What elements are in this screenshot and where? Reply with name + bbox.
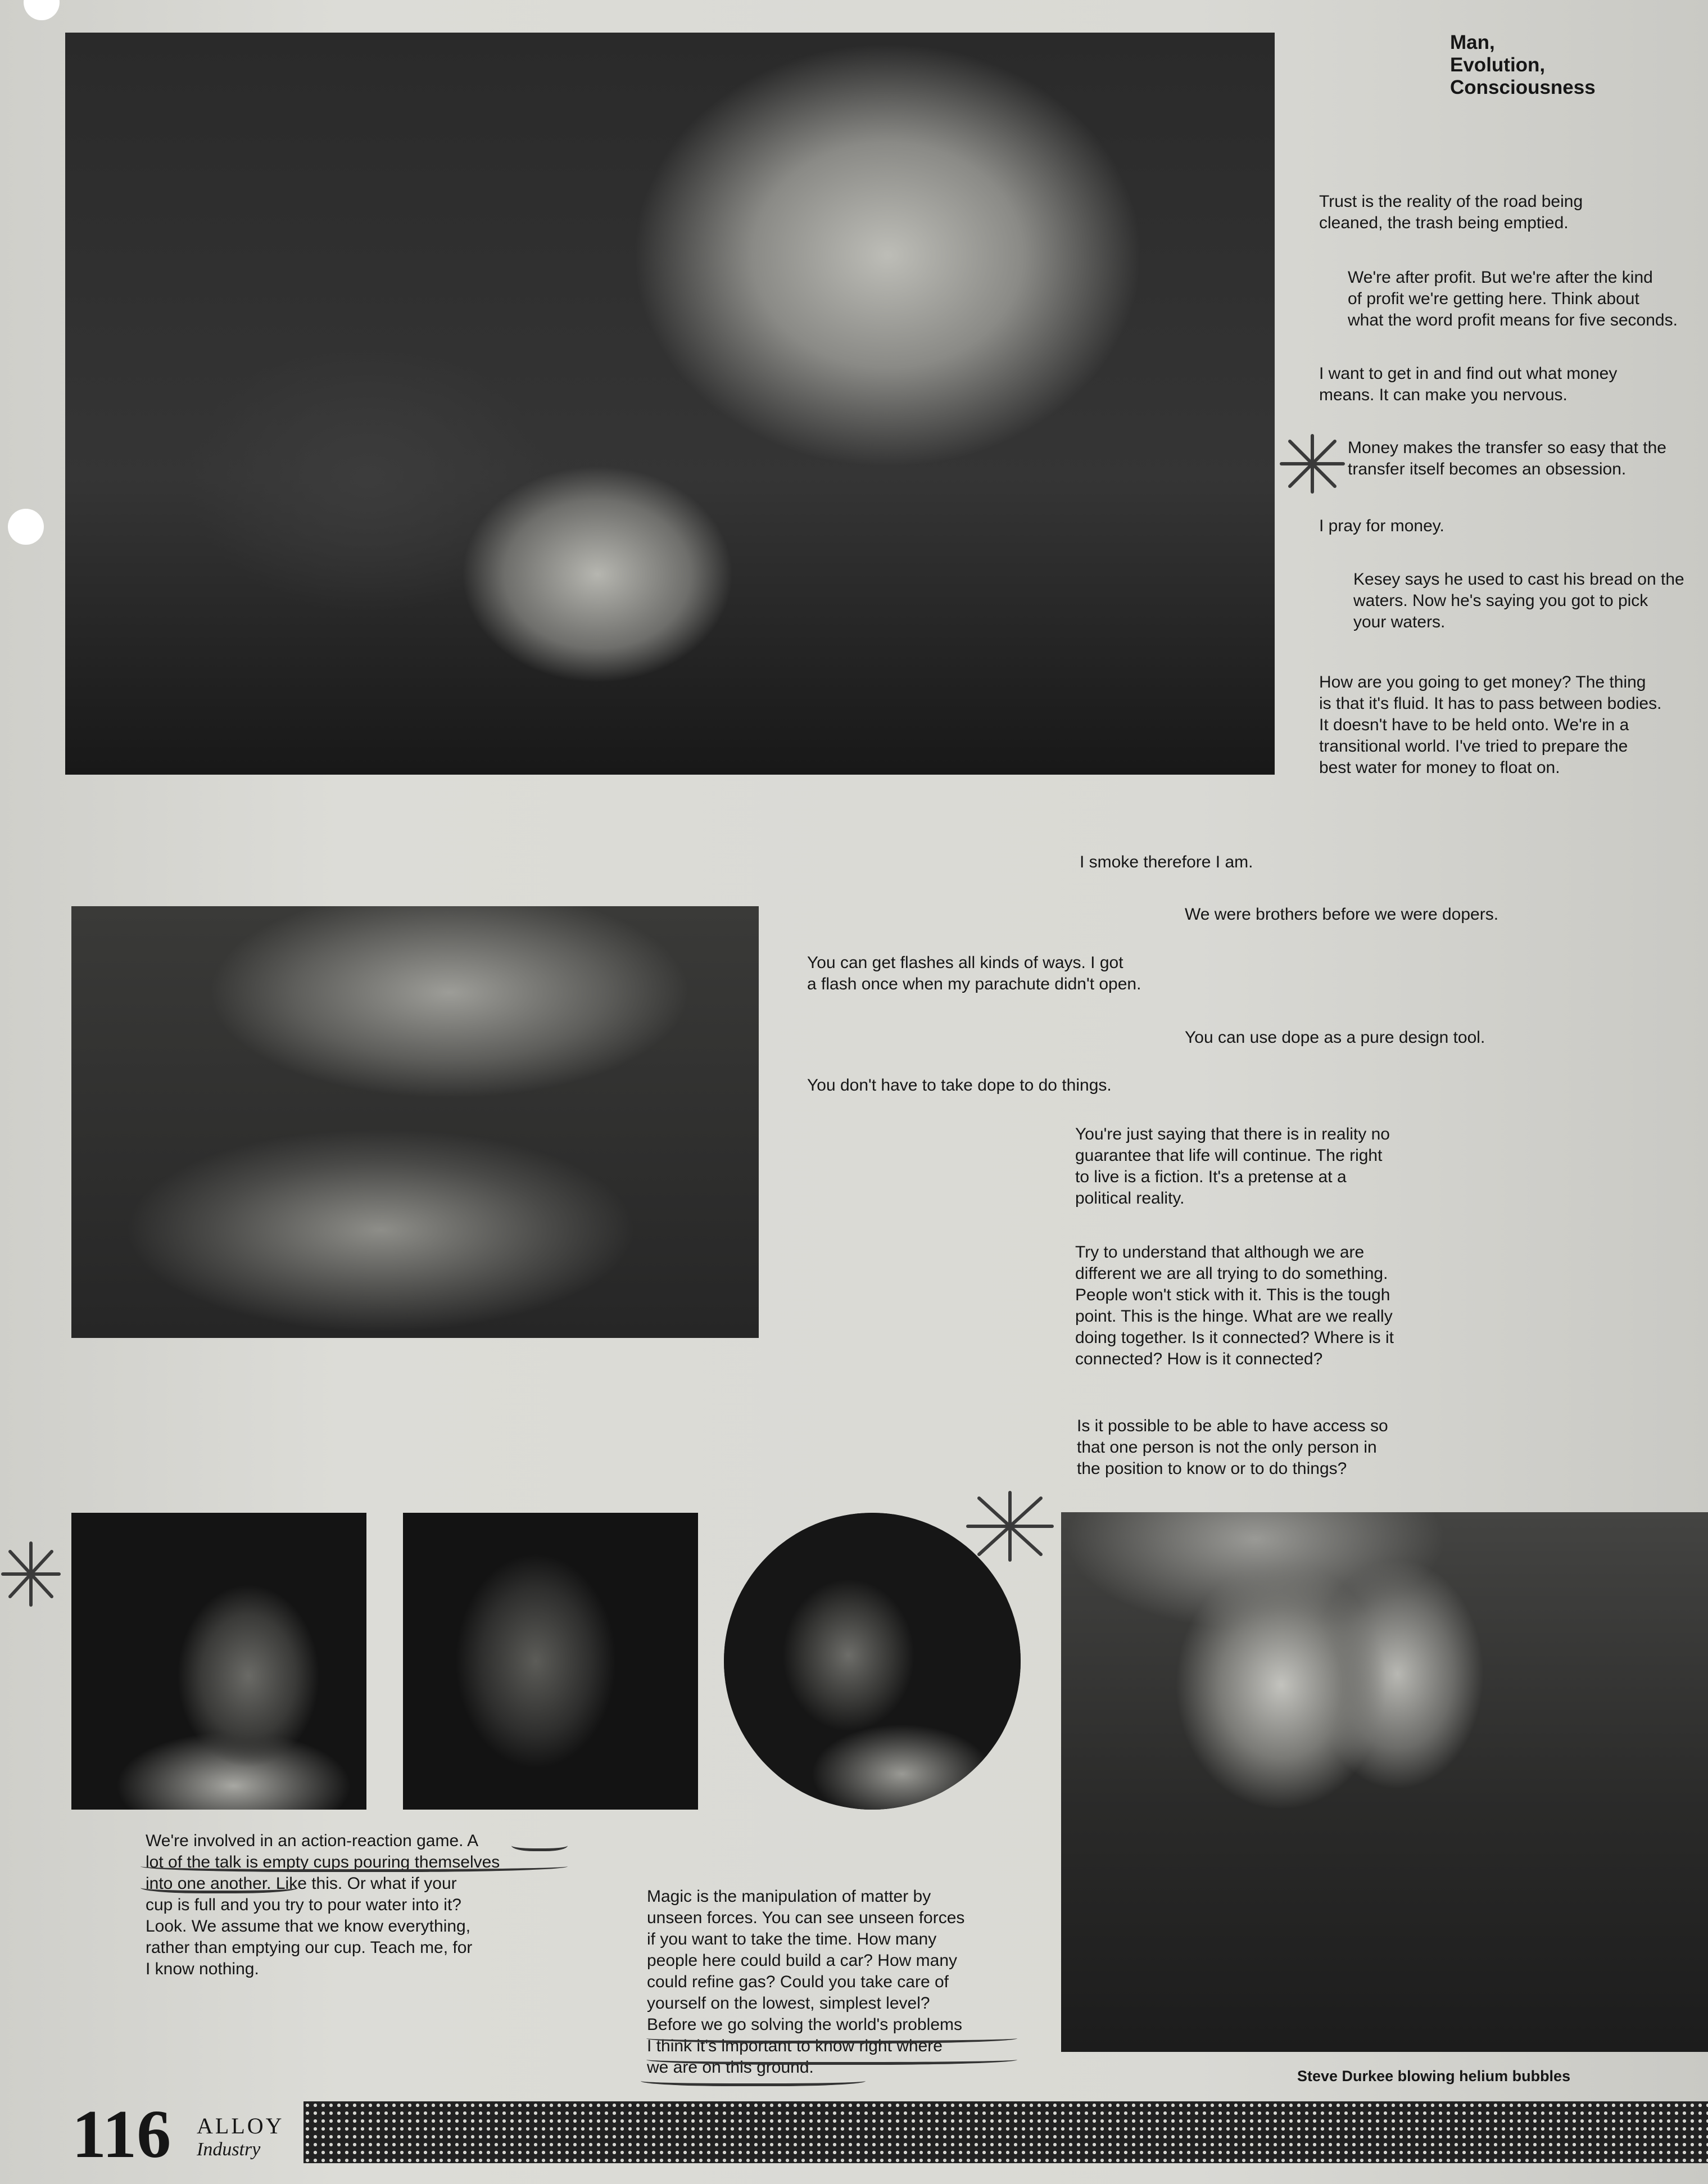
page-number: 116 [72, 2096, 171, 2172]
asterisk-doodle-icon [0, 1540, 62, 1608]
quote-pray: I pray for money. [1319, 517, 1444, 535]
handwritten-underline [511, 1837, 568, 1851]
quote-access: Is it possible to be able to have access so that one person is not the only person in the position to know or to do things? [1077, 1417, 1388, 1478]
quote-magic: Magic is the manipulation of matter by unseen forces. You can see unseen forces if you want to take the time. How many people here could build a car? How many could refine gas? Could you take care of yourself on the lowest, simplest level? Before we go solving the world's problems I think it's important to know right where we are on this ground. [647, 1887, 965, 2077]
quote-how-money: How are you going to get money? The thing is that it's fluid. It has to pass between bodies. It doesn't have to be held onto. We're in a transitional world. I've tried to prepare the best water for money to float on. [1319, 673, 1662, 777]
quote-design-tool: You can use dope as a pure design tool. [1185, 1028, 1485, 1047]
quote-flashes: You can get flashes all kinds of ways. I got a flash once when my parachute didn't open. [807, 953, 1141, 993]
handwritten-underline [646, 2052, 1017, 2065]
quote-profit: We're after profit. But we're after the kind of profit we're getting here. Think about what the word profit means for five seconds. [1348, 268, 1678, 329]
handwritten-underline [641, 2073, 866, 2086]
quote-kesey: Kesey says he used to cast his bread on the waters. Now he's saying you got to pick your waters. [1353, 570, 1684, 631]
binder-hole-middle [8, 509, 44, 545]
handwritten-underline [141, 1879, 298, 1893]
quote-trust: Trust is the reality of the road being cleaned, the trash being emptied. [1319, 192, 1583, 232]
photo-hand-cup-1 [71, 1513, 366, 1810]
quote-brothers: We were brothers before we were dopers. [1185, 905, 1499, 924]
publication-name: ALLOY [197, 2113, 284, 2138]
photo-hand-cup-2 [403, 1513, 698, 1810]
quote-dont-have: You don't have to take dope to do things. [807, 1076, 1112, 1095]
quote-money-means: I want to get in and find out what money means. It can make you nervous. [1319, 364, 1618, 404]
photo-caption: Steve Durkee blowing helium bubbles [1297, 2068, 1571, 2084]
asterisk-doodle-icon [1276, 433, 1349, 495]
photo-group-indoor [65, 33, 1275, 775]
quote-smoke: I smoke therefore I am. [1080, 853, 1253, 871]
photo-group-outdoor-table [71, 906, 759, 1338]
article-title: Man, Evolution, Consciousness [1450, 31, 1596, 98]
handwritten-underline [141, 1858, 568, 1872]
handwritten-underline [646, 2031, 1017, 2043]
asterisk-doodle-icon [962, 1490, 1058, 1563]
quote-money-transfer: Money makes the transfer so easy that the transfer itself becomes an obsession. [1348, 438, 1666, 478]
quote-reality-guarantee: You're just saying that there is in reality no guarantee that life will continue. The right to live is a fiction. It's a pretense at a political reality. [1075, 1125, 1390, 1208]
quote-action-reaction: We're involved in an action-reaction game. A lot of the talk is empty cups pouring themselves into one another. Like this. Or what if your cup is full and you try to pour water into it? Look. We assume that we know everything, rather than emptying our cup. Teach me, for I know nothing. [146, 1832, 500, 1978]
photo-helium-bubbles [1061, 1512, 1708, 2052]
quote-understand: Try to understand that although we are different we are all trying to do something. People won't stick with it. This is the tough point. This is the hinge. What are we really doing together. Is it connected? Where is it connected? How is it connected? [1075, 1243, 1394, 1368]
section-name: Industry [197, 2139, 261, 2160]
footer-pattern-bar [303, 2101, 1708, 2163]
